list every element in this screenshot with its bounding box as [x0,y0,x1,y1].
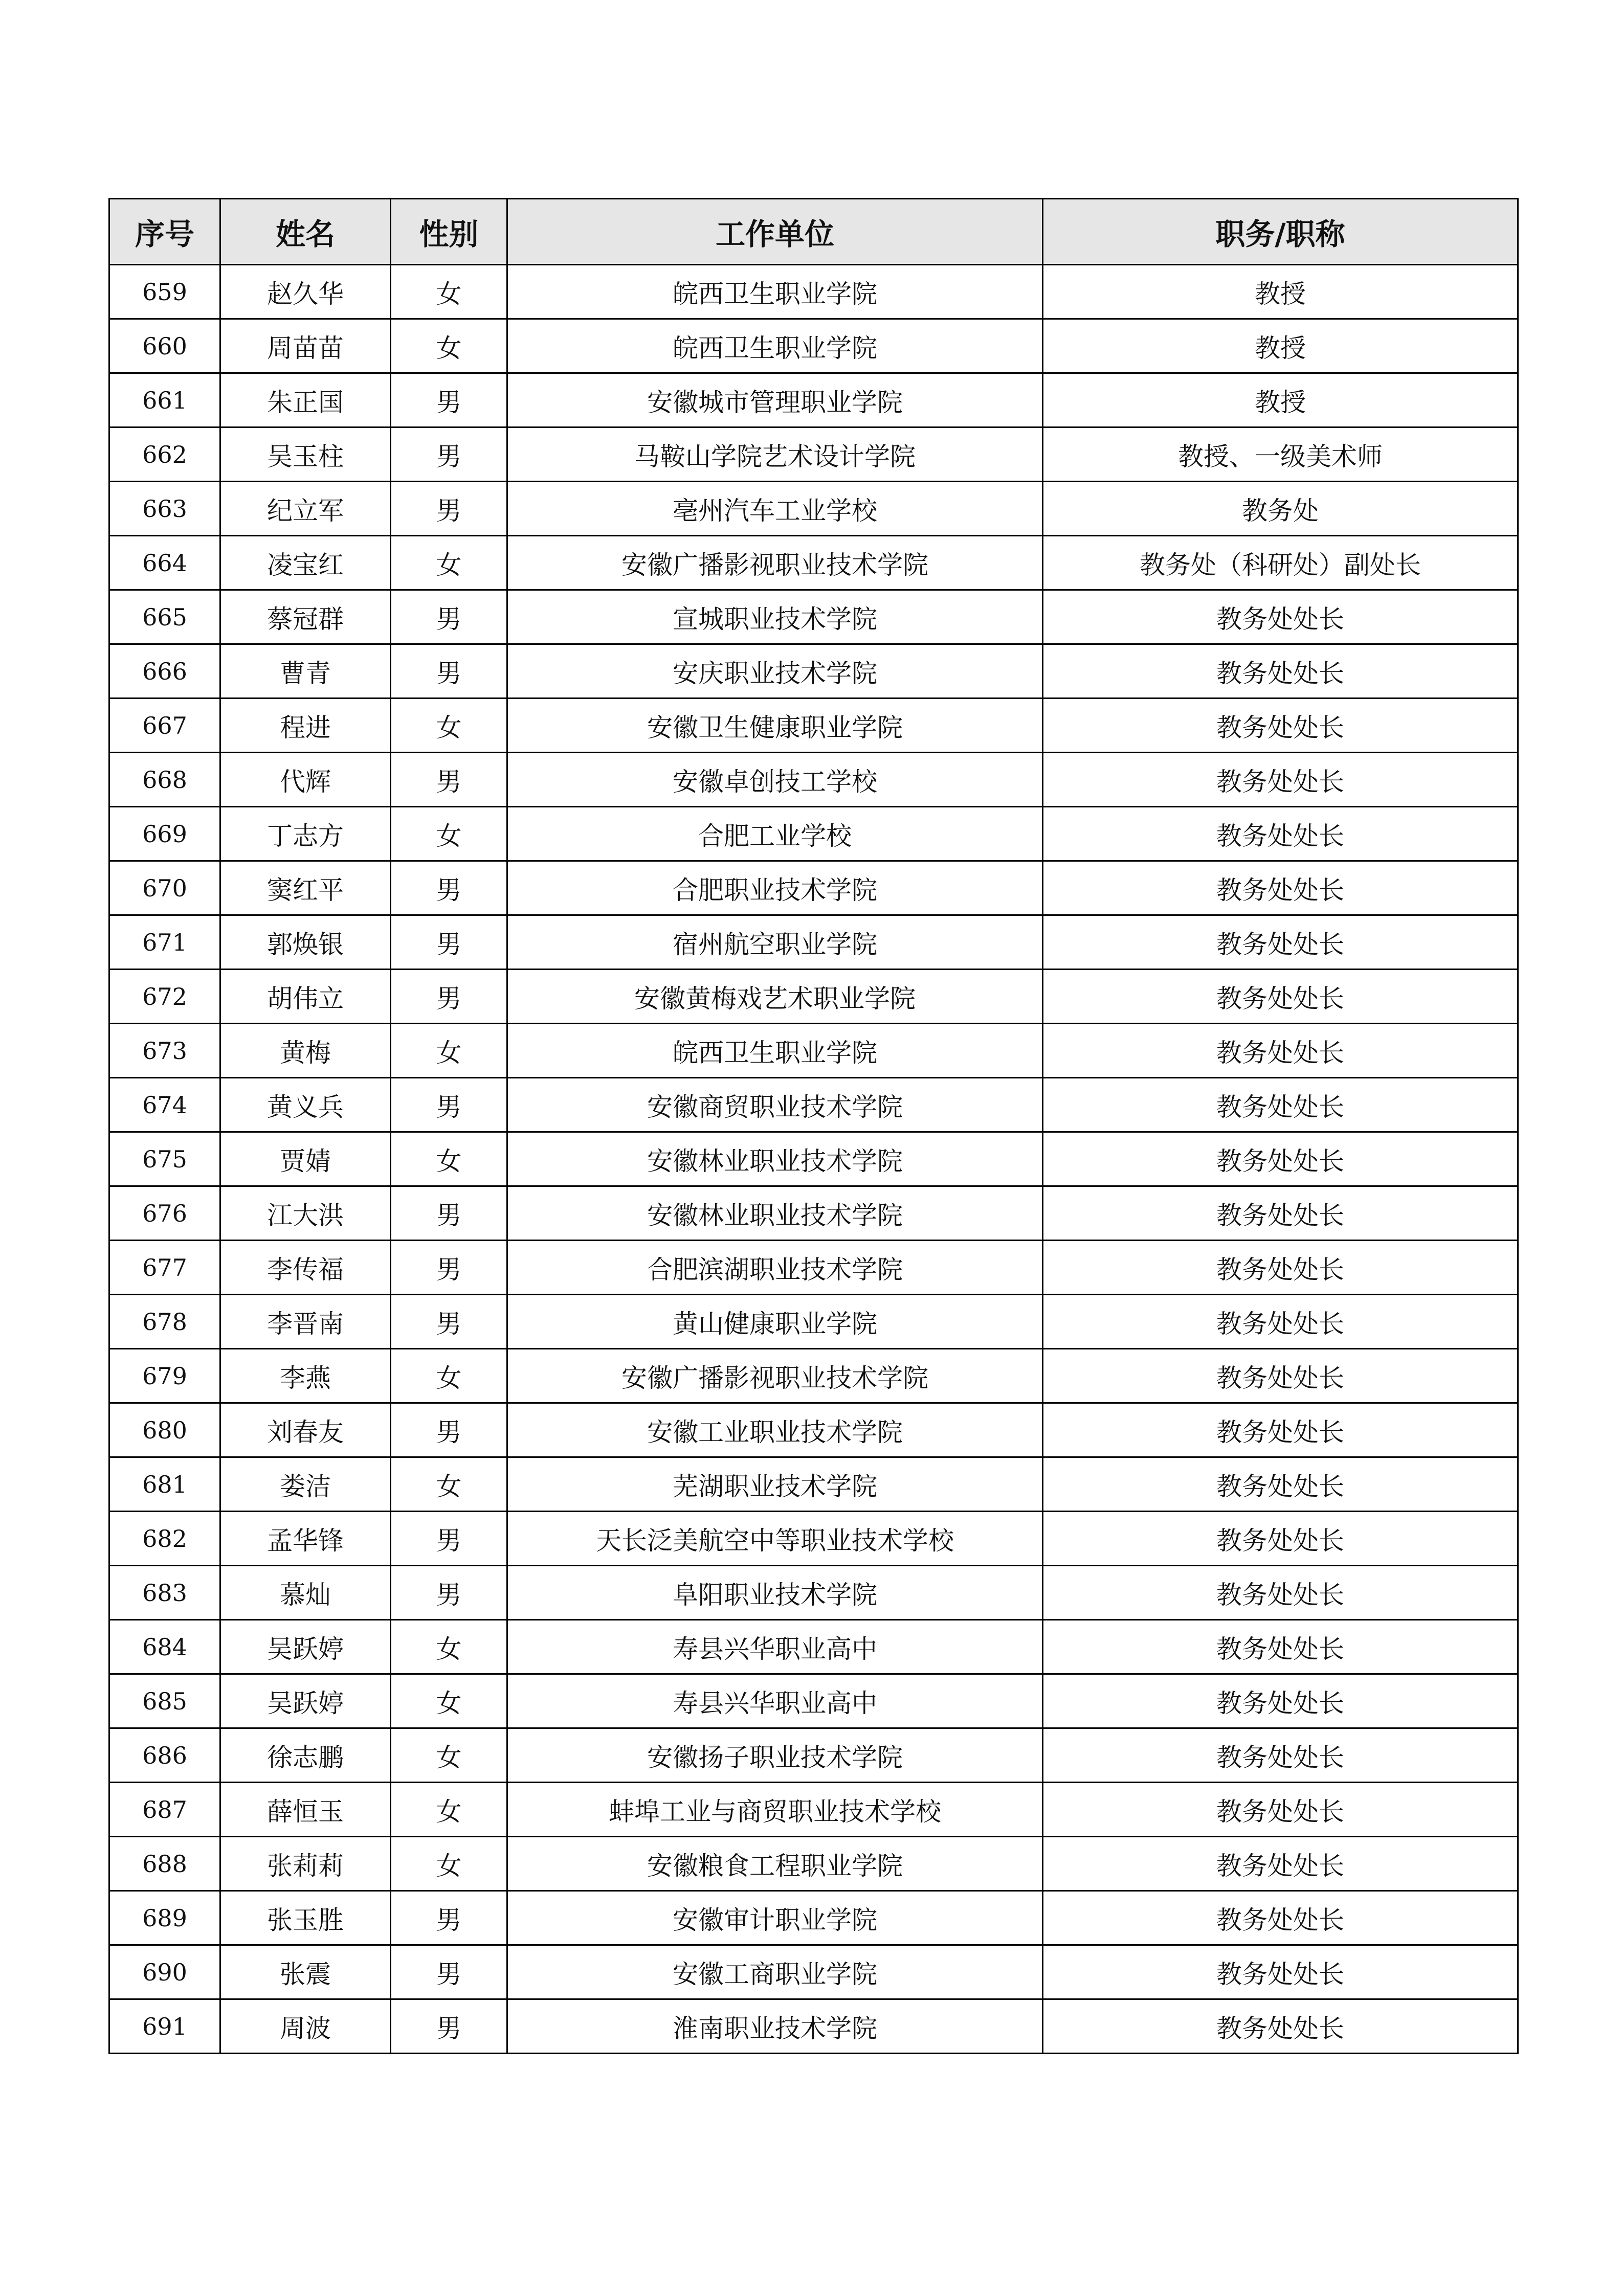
cell-gender: 男 [391,1891,507,1945]
cell-name: 蔡冠群 [220,590,391,644]
cell-workplace: 亳州汽车工业学校 [507,482,1043,536]
header-workplace: 工作单位 [507,199,1043,265]
cell-serial-number: 668 [109,753,220,807]
cell-serial-number: 684 [109,1620,220,1674]
cell-serial-number: 664 [109,536,220,590]
cell-serial-number: 669 [109,807,220,861]
cell-name: 江大洪 [220,1186,391,1241]
cell-name: 孟华锋 [220,1512,391,1566]
cell-position-title: 教务处处长 [1043,1891,1518,1945]
cell-gender: 男 [391,1403,507,1457]
cell-name: 郭焕银 [220,915,391,970]
cell-gender: 男 [391,1078,507,1132]
table-body [109,265,1518,2054]
cell-serial-number: 689 [109,1891,220,1945]
cell-position-title: 教务处处长 [1043,915,1518,970]
cell-position-title: 教务处处长 [1043,1132,1518,1186]
cell-gender: 男 [391,1999,507,2054]
cell-serial-number: 691 [109,1999,220,2054]
cell-serial-number: 673 [109,1024,220,1078]
cell-name: 刘春友 [220,1403,391,1457]
cell-name: 黄义兵 [220,1078,391,1132]
cell-serial-number: 663 [109,482,220,536]
cell-gender: 女 [391,1674,507,1728]
cell-workplace: 蚌埠工业与商贸职业技术学校 [507,1783,1043,1837]
cell-gender: 男 [391,753,507,807]
table-row [109,1132,1518,1186]
table-row [109,1566,1518,1620]
cell-gender: 男 [391,1512,507,1566]
cell-name: 曹青 [220,644,391,699]
cell-position-title: 教务处处长 [1043,807,1518,861]
cell-name: 娄洁 [220,1457,391,1512]
cell-serial-number: 672 [109,970,220,1024]
table-row [109,970,1518,1024]
cell-serial-number: 682 [109,1512,220,1566]
table-row [109,1078,1518,1132]
cell-position-title: 教务处处长 [1043,970,1518,1024]
cell-name: 薛恒玉 [220,1783,391,1837]
cell-name: 吴玉柱 [220,427,391,482]
cell-position-title: 教务处处长 [1043,1078,1518,1132]
cell-workplace: 宣城职业技术学院 [507,590,1043,644]
header-row [109,199,1518,265]
table-row [109,1241,1518,1295]
table-row [109,1295,1518,1349]
cell-workplace: 皖西卫生职业学院 [507,1024,1043,1078]
header-name: 姓名 [220,199,391,265]
cell-serial-number: 670 [109,861,220,915]
cell-workplace: 安徽扬子职业技术学院 [507,1728,1043,1783]
cell-position-title: 教务处处长 [1043,1241,1518,1295]
cell-workplace: 天长泛美航空中等职业技术学校 [507,1512,1043,1566]
cell-workplace: 安徽工商职业学院 [507,1945,1043,1999]
cell-name: 代辉 [220,753,391,807]
cell-position-title: 教务处处长 [1043,1728,1518,1783]
cell-workplace: 安徽商贸职业技术学院 [507,1078,1043,1132]
cell-name: 贾婧 [220,1132,391,1186]
cell-serial-number: 679 [109,1349,220,1403]
table-row [109,644,1518,699]
table-row [109,1620,1518,1674]
cell-gender: 女 [391,699,507,753]
cell-workplace: 黄山健康职业学院 [507,1295,1043,1349]
table-row [109,1403,1518,1457]
cell-workplace: 安徽工业职业技术学院 [507,1403,1043,1457]
cell-workplace: 寿县兴华职业高中 [507,1620,1043,1674]
cell-gender: 男 [391,373,507,427]
cell-name: 李燕 [220,1349,391,1403]
cell-position-title: 教务处 [1043,482,1518,536]
cell-gender: 男 [391,482,507,536]
cell-workplace: 合肥工业学校 [507,807,1043,861]
table-row [109,1186,1518,1241]
cell-serial-number: 676 [109,1186,220,1241]
cell-workplace: 合肥滨湖职业技术学院 [507,1241,1043,1295]
cell-serial-number: 678 [109,1295,220,1349]
cell-gender: 女 [391,265,507,319]
cell-gender: 男 [391,644,507,699]
cell-gender: 男 [391,1566,507,1620]
cell-position-title: 教授 [1043,373,1518,427]
table-row [109,1783,1518,1837]
cell-position-title: 教授 [1043,319,1518,373]
cell-gender: 女 [391,1349,507,1403]
cell-position-title: 教务处处长 [1043,753,1518,807]
cell-name: 吴跃婷 [220,1674,391,1728]
cell-name: 丁志方 [220,807,391,861]
cell-gender: 女 [391,319,507,373]
cell-gender: 男 [391,427,507,482]
cell-workplace: 寿县兴华职业高中 [507,1674,1043,1728]
cell-workplace: 马鞍山学院艺术设计学院 [507,427,1043,482]
cell-serial-number: 681 [109,1457,220,1512]
cell-gender: 女 [391,1132,507,1186]
cell-position-title: 教授、一级美术师 [1043,427,1518,482]
cell-position-title: 教务处处长 [1043,590,1518,644]
table-row [109,482,1518,536]
roster-table [108,198,1519,2054]
cell-serial-number: 661 [109,373,220,427]
cell-position-title: 教务处处长 [1043,1620,1518,1674]
cell-serial-number: 666 [109,644,220,699]
cell-serial-number: 687 [109,1783,220,1837]
cell-serial-number: 683 [109,1566,220,1620]
table-row [109,699,1518,753]
table-row [109,807,1518,861]
cell-position-title: 教务处处长 [1043,1349,1518,1403]
cell-position-title: 教务处处长 [1043,699,1518,753]
cell-serial-number: 688 [109,1837,220,1891]
cell-gender: 女 [391,1728,507,1783]
cell-name: 周苗苗 [220,319,391,373]
cell-gender: 男 [391,1241,507,1295]
cell-name: 徐志鹏 [220,1728,391,1783]
cell-workplace: 安徽林业职业技术学院 [507,1132,1043,1186]
cell-serial-number: 671 [109,915,220,970]
cell-name: 李传福 [220,1241,391,1295]
cell-name: 朱正国 [220,373,391,427]
cell-gender: 男 [391,970,507,1024]
cell-name: 纪立军 [220,482,391,536]
cell-position-title: 教务处处长 [1043,1674,1518,1728]
cell-workplace: 淮南职业技术学院 [507,1999,1043,2054]
cell-workplace: 阜阳职业技术学院 [507,1566,1043,1620]
table-row [109,590,1518,644]
table-row [109,753,1518,807]
cell-position-title: 教务处处长 [1043,861,1518,915]
cell-name: 窦红平 [220,861,391,915]
cell-gender: 男 [391,1295,507,1349]
cell-serial-number: 690 [109,1945,220,1999]
cell-workplace: 安徽卫生健康职业学院 [507,699,1043,753]
cell-gender: 女 [391,1783,507,1837]
table-row [109,915,1518,970]
table-row [109,1024,1518,1078]
cell-position-title: 教务处处长 [1043,1024,1518,1078]
cell-serial-number: 667 [109,699,220,753]
table-row [109,1512,1518,1566]
cell-serial-number: 665 [109,590,220,644]
cell-workplace: 安徽城市管理职业学院 [507,373,1043,427]
cell-position-title: 教授 [1043,265,1518,319]
cell-name: 程进 [220,699,391,753]
cell-name: 凌宝红 [220,536,391,590]
cell-gender: 男 [391,1186,507,1241]
table-header [109,199,1518,265]
header-gender: 性别 [391,199,507,265]
cell-name: 赵久华 [220,265,391,319]
cell-name: 张玉胜 [220,1891,391,1945]
table-row [109,536,1518,590]
cell-serial-number: 680 [109,1403,220,1457]
cell-gender: 女 [391,807,507,861]
table-row [109,1999,1518,2054]
table-row [109,265,1518,319]
cell-gender: 男 [391,590,507,644]
table-row [109,427,1518,482]
cell-serial-number: 675 [109,1132,220,1186]
cell-workplace: 安徽粮食工程职业学院 [507,1837,1043,1891]
cell-workplace: 皖西卫生职业学院 [507,265,1043,319]
header-position-title: 职务/职称 [1043,199,1518,265]
table-row [109,861,1518,915]
table-row [109,319,1518,373]
cell-name: 张莉莉 [220,1837,391,1891]
cell-position-title: 教务处处长 [1043,1457,1518,1512]
cell-position-title: 教务处处长 [1043,1295,1518,1349]
cell-position-title: 教务处处长 [1043,1566,1518,1620]
table-row [109,373,1518,427]
cell-gender: 女 [391,1620,507,1674]
cell-serial-number: 677 [109,1241,220,1295]
table-row [109,1457,1518,1512]
cell-workplace: 合肥职业技术学院 [507,861,1043,915]
cell-workplace: 皖西卫生职业学院 [507,319,1043,373]
cell-serial-number: 686 [109,1728,220,1783]
cell-position-title: 教务处处长 [1043,1783,1518,1837]
table-row [109,1891,1518,1945]
table-row [109,1945,1518,1999]
cell-name: 慕灿 [220,1566,391,1620]
cell-position-title: 教务处处长 [1043,1512,1518,1566]
cell-serial-number: 685 [109,1674,220,1728]
cell-gender: 男 [391,861,507,915]
cell-gender: 女 [391,1837,507,1891]
cell-position-title: 教务处处长 [1043,1186,1518,1241]
cell-workplace: 安徽黄梅戏艺术职业学院 [507,970,1043,1024]
cell-workplace: 安庆职业技术学院 [507,644,1043,699]
cell-workplace: 安徽卓创技工学校 [507,753,1043,807]
cell-gender: 女 [391,1457,507,1512]
cell-position-title: 教务处处长 [1043,644,1518,699]
cell-serial-number: 660 [109,319,220,373]
cell-position-title: 教务处处长 [1043,1837,1518,1891]
cell-workplace: 安徽林业职业技术学院 [507,1186,1043,1241]
cell-workplace: 安徽广播影视职业技术学院 [507,536,1043,590]
cell-gender: 男 [391,915,507,970]
cell-gender: 女 [391,536,507,590]
cell-workplace: 安徽审计职业学院 [507,1891,1043,1945]
table-row [109,1728,1518,1783]
cell-name: 吴跃婷 [220,1620,391,1674]
cell-name: 周波 [220,1999,391,2054]
table-row [109,1674,1518,1728]
cell-name: 张震 [220,1945,391,1999]
cell-serial-number: 659 [109,265,220,319]
cell-name: 黄梅 [220,1024,391,1078]
cell-workplace: 安徽广播影视职业技术学院 [507,1349,1043,1403]
cell-workplace: 宿州航空职业学院 [507,915,1043,970]
cell-position-title: 教务处（科研处）副处长 [1043,536,1518,590]
cell-serial-number: 662 [109,427,220,482]
cell-name: 李晋南 [220,1295,391,1349]
cell-gender: 男 [391,1945,507,1999]
header-serial-number: 序号 [109,199,220,265]
cell-position-title: 教务处处长 [1043,1403,1518,1457]
cell-gender: 女 [391,1024,507,1078]
table-row [109,1837,1518,1891]
cell-serial-number: 674 [109,1078,220,1132]
table-row [109,1349,1518,1403]
cell-position-title: 教务处处长 [1043,1999,1518,2054]
cell-position-title: 教务处处长 [1043,1945,1518,1999]
cell-name: 胡伟立 [220,970,391,1024]
cell-workplace: 芜湖职业技术学院 [507,1457,1043,1512]
